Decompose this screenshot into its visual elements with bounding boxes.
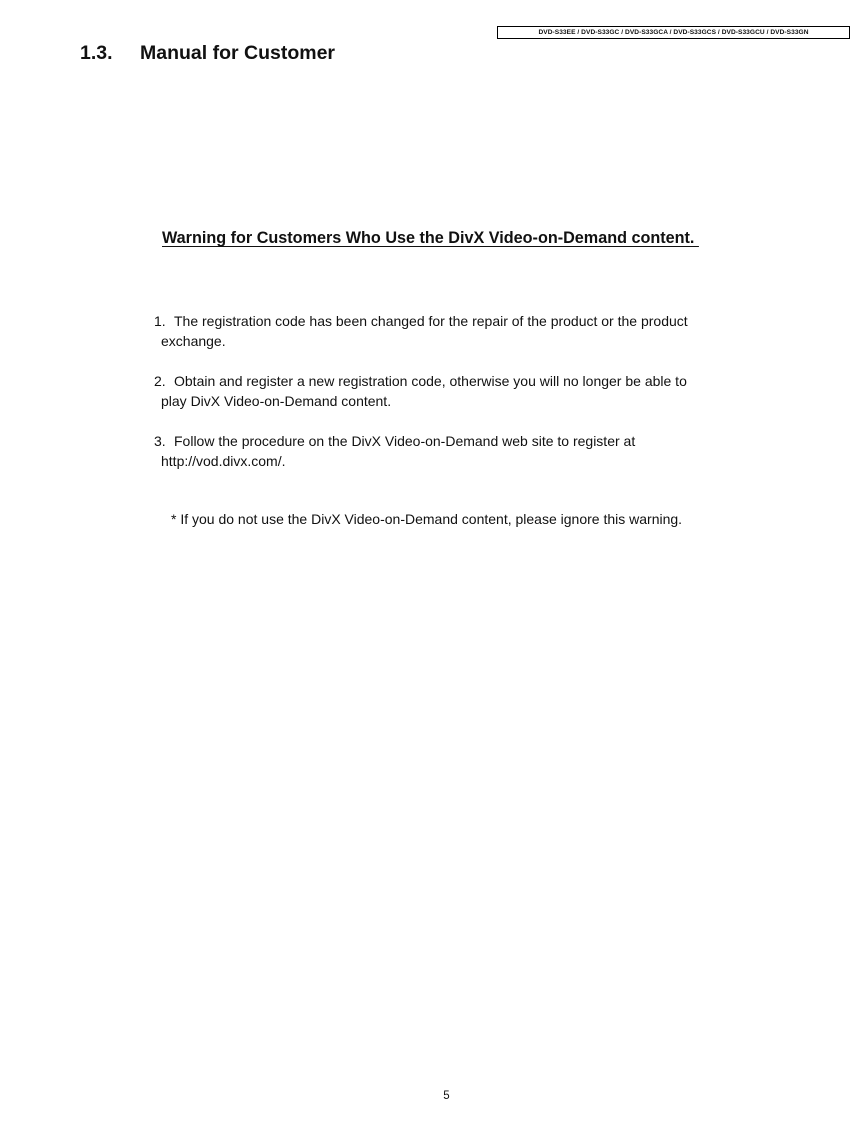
warning-steps-list bbox=[154, 311, 754, 491]
list-item-line: Obtain and register a new registration code, otherwise you will no longer be able to bbox=[174, 373, 687, 389]
warning-note: * If you do not use the DivX Video-on-Demand content, please ignore this warning. bbox=[171, 511, 683, 527]
list-item bbox=[154, 311, 754, 351]
list-item-line: The registration code has been changed for the repair of the product or the product bbox=[174, 313, 688, 329]
list-item bbox=[154, 431, 754, 471]
section-number: 1.3. bbox=[80, 42, 113, 64]
list-item-text bbox=[161, 431, 754, 471]
list-item bbox=[154, 371, 754, 411]
list-item-text bbox=[161, 371, 754, 411]
list-item-line: Follow the procedure on the DivX Video-on-Demand web site to register at bbox=[174, 433, 636, 449]
list-item-line: http://vod.divx.com/. bbox=[161, 453, 286, 469]
list-item-line: exchange. bbox=[161, 333, 226, 349]
warning-title: Warning for Customers Who Use the DivX Video-on-Demand content. bbox=[162, 229, 699, 247]
list-item-number: 3. bbox=[154, 433, 166, 449]
section-title: Manual for Customer bbox=[140, 42, 336, 64]
list-item-line: play DivX Video-on-Demand content. bbox=[161, 393, 392, 409]
list-item-number: 1. bbox=[154, 313, 166, 329]
list-item-text bbox=[161, 311, 754, 351]
list-item-number: 2. bbox=[154, 373, 166, 389]
page-number: 5 bbox=[443, 1090, 450, 1102]
model-number-header: DVD-S33EE / DVD-S33GC / DVD-S33GCA / DVD-S33GCS / DVD-S33GCU / DVD-S33GN bbox=[497, 26, 850, 39]
section-heading bbox=[80, 42, 335, 65]
